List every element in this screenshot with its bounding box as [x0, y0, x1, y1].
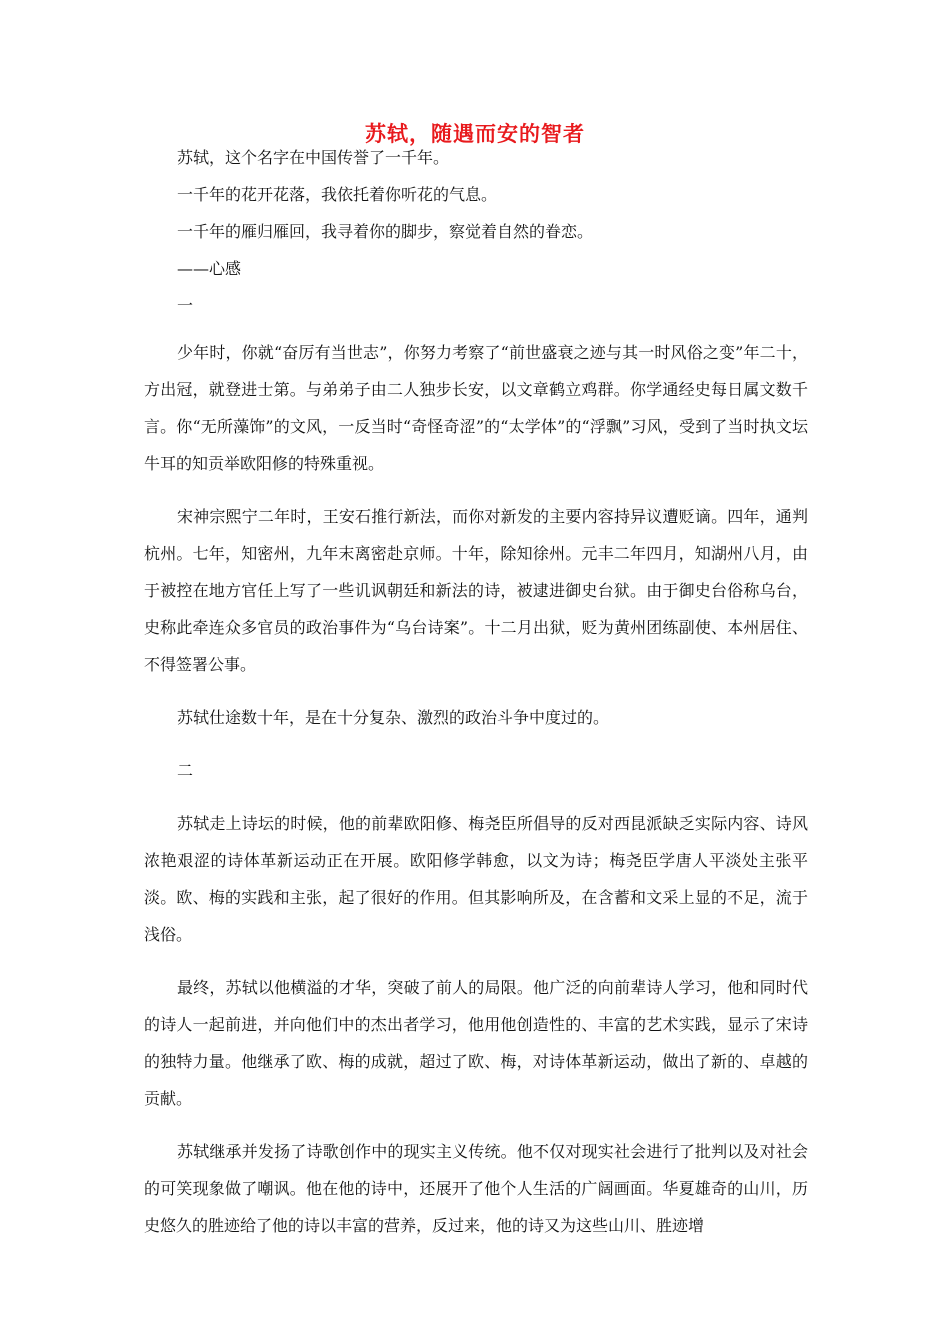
- paragraph: 最终，苏轼以他横溢的才华，突破了前人的局限。他广泛的向前辈诗人学习，他和同时代的诗人一起前进，并向他们中的杰出者学习，他用他创造性的、丰富的艺术实践，显示了宋诗的独特力量。他继承了欧、梅的成就，超过了欧、梅，对诗体革新运动，做出了新的、卓越的贡献。: [144, 978, 808, 1108]
- paragraph: 苏轼走上诗坛的时候，他的前辈欧阳修、梅尧臣所倡导的反对西昆派缺乏实际内容、诗风浓艳艰涩的诗体革新运动正在开展。欧阳修学韩愈，以文为诗；梅尧臣学唐人平淡处主张平淡。欧、梅的实践和主张，起了很好的作用。但其影响所及，在含蓄和文采上显的不足，流于浅俗。: [144, 814, 808, 944]
- intro-line: 一千年的雁归雁回，我寻着你的脚步，察觉着自然的眷恋。: [177, 222, 594, 241]
- section-marker: 二: [177, 761, 194, 780]
- paragraph: 少年时，你就“奋厉有当世志”，你努力考察了“前世盛衰之迹与其一时风俗之变”年二十，方出冠，就登进士第。与弟弟子由二人独步长安，以文章鹤立鸡群。你学通经史每日属文数千言。你“无所藻饰”的文风，一反当时“奇怪奇涩”的“太学体”的“浮飘”习风，受到了当时执文坛牛耳的知贡举欧阳修的特殊重视。: [144, 343, 808, 473]
- paragraph: 苏轼仕途数十年，是在十分复杂、激烈的政治斗争中度过的。: [177, 708, 610, 727]
- paragraph: 苏轼继承并发扬了诗歌创作中的现实主义传统。他不仅对现实社会进行了批判以及对社会的可笑现象做了嘲讽。他在他的诗中，还展开了他个人生活的广阔画面。华夏雄奇的山川，历史悠久的胜迹给了他的诗以丰富的营养，反过来，他的诗又为这些山川、胜迹增: [144, 1142, 808, 1235]
- intro-signature: ——心感: [177, 259, 242, 278]
- document-title: 苏轼，随遇而安的智者: [365, 121, 585, 146]
- document-body: [144, 146, 808, 1244]
- section-marker: 一: [177, 296, 194, 315]
- intro-line: 苏轼，这个名字在中国传誉了一千年。: [177, 148, 450, 167]
- paragraph: 宋神宗熙宁二年时，王安石推行新法，而你对新发的主要内容持异议遭贬谪。四年，通判杭州。七年，知密州，九年末离密赴京师。十年，除知徐州。元丰二年四月，知湖州八月，由于被控在地方官任上写了一些讥讽朝廷和新法的诗，被逮进御史台狱。由于御史台俗称乌台，史称此牵连众多官员的政治事件为“乌台诗案”。十二月出狱，贬为黄州团练副使、本州居住、不得签署公事。: [144, 507, 808, 674]
- intro-line: 一千年的花开花落，我依托着你听花的气息。: [177, 185, 498, 204]
